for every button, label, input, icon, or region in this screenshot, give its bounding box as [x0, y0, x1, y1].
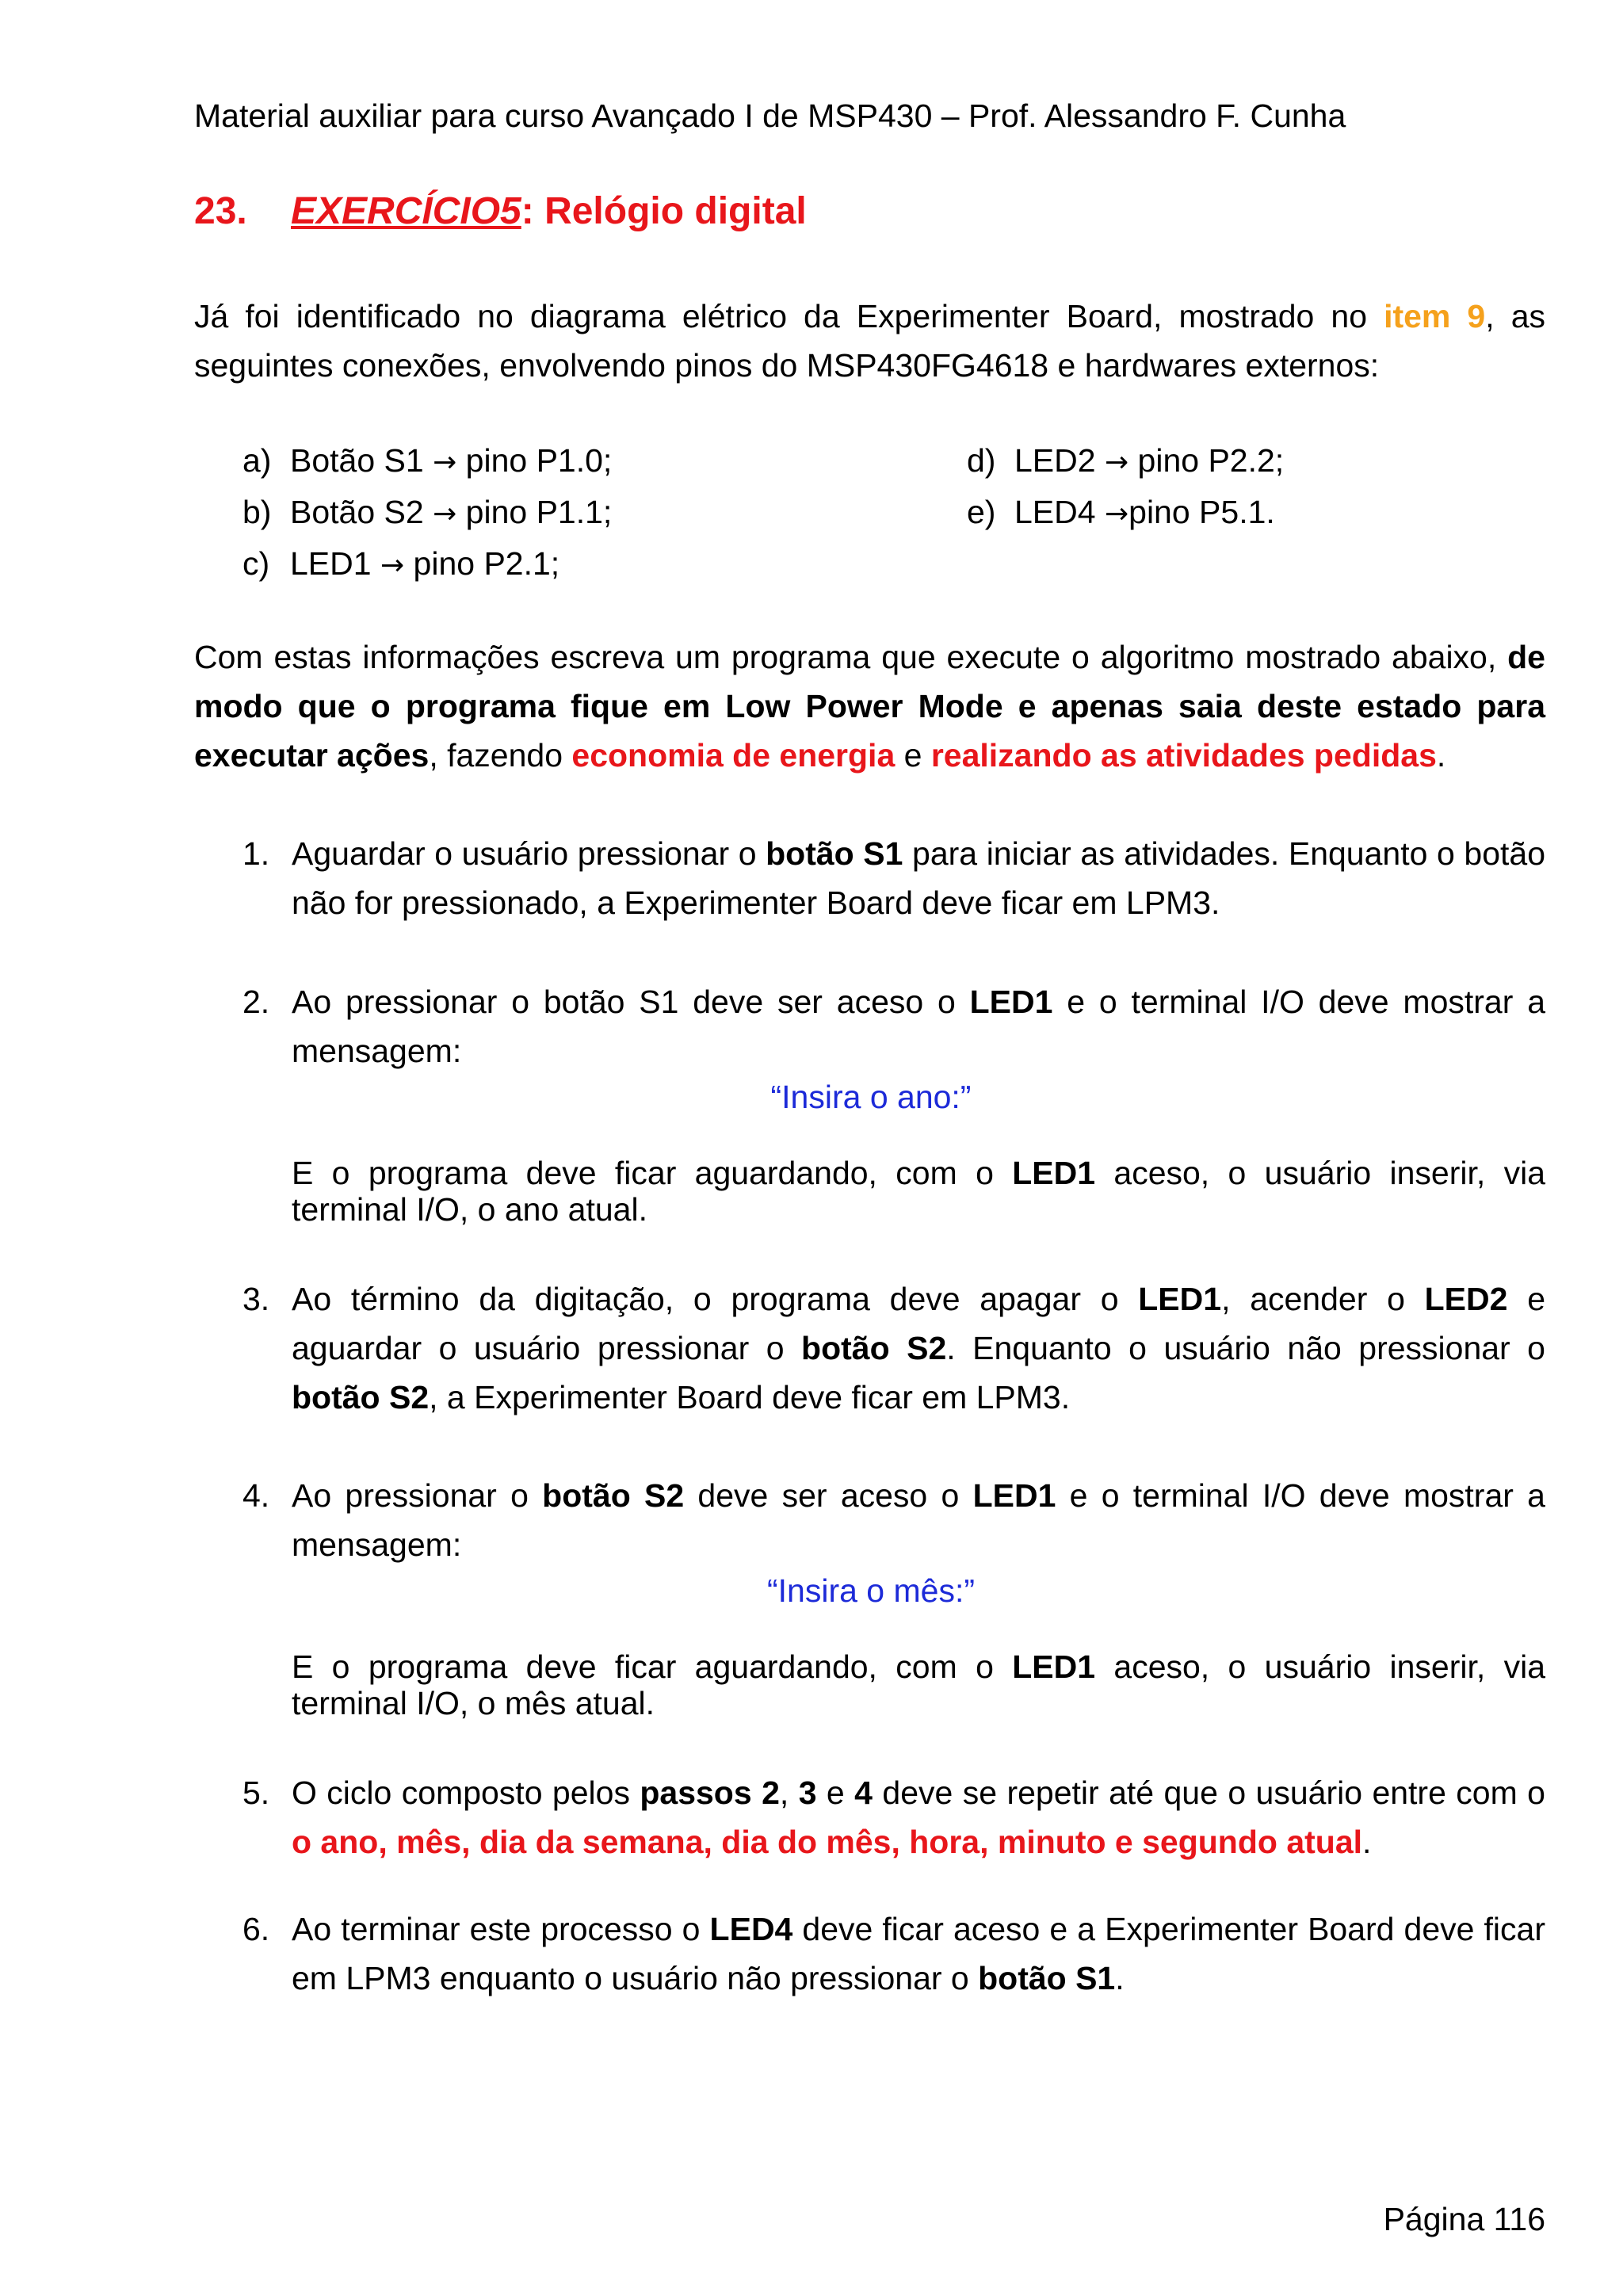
- step-bold: botão S2: [801, 1330, 947, 1366]
- step-text: [292, 977, 1545, 1075]
- instructions-text: , fazendo: [429, 737, 572, 774]
- step-bold: LED4: [709, 1911, 793, 1947]
- step-bold: botão S2: [542, 1477, 685, 1514]
- connection-label: d): [967, 442, 996, 479]
- step-bold: botão S1: [978, 1960, 1116, 1996]
- connections-left: [242, 436, 612, 590]
- instructions-highlight: realizando as atividades pedidas: [930, 737, 1437, 774]
- step-text-part: E o programa deve ficar aguardando, com o: [292, 1648, 1013, 1685]
- instructions-paragraph: [194, 632, 1545, 780]
- connection-label: a): [242, 442, 272, 479]
- step-6: [242, 1904, 1545, 2003]
- connection-device: Botão S2: [290, 494, 424, 530]
- instructions-text: Com estas informações escreva um programa que execute o algoritmo mostrado abaixo,: [194, 639, 1508, 675]
- connection-label: b): [242, 494, 272, 530]
- step-number: 6.: [242, 1911, 270, 1947]
- step-text-part: Ao terminar este processo o: [292, 1911, 710, 1947]
- step-text-part: .: [1115, 1960, 1125, 1996]
- connection-device: LED4: [1014, 494, 1096, 530]
- connection-device: LED1: [290, 545, 372, 582]
- section-title-exercise: EXERCÍCIO5: [291, 190, 521, 232]
- arrow-right-icon: →: [1104, 498, 1129, 530]
- step-text-part: , acender o: [1221, 1281, 1425, 1317]
- connection-item: [242, 539, 612, 590]
- item-reference: item 9: [1384, 298, 1486, 334]
- step-text-part: deve se repetir até que o usuário entre com o: [872, 1775, 1545, 1811]
- step-bold: LED1: [1138, 1281, 1222, 1317]
- intro-text-cont: , as seguintes conexões, envolvendo pinos do MSP430FG4618 e hardwares externos:: [194, 298, 1545, 384]
- step-text-part: e o terminal I/O deve mostrar a mensagem:: [292, 1477, 1545, 1563]
- step-text-part: aceso, o usuário inserir, via terminal I/O, o mês atual.: [292, 1648, 1545, 1721]
- step-bold: LED1: [972, 1477, 1056, 1514]
- step-number: 3.: [242, 1281, 270, 1317]
- instructions-text: e: [895, 737, 931, 774]
- step-number: 4.: [242, 1477, 270, 1514]
- step-text: [292, 1274, 1545, 1422]
- section-heading: [194, 188, 807, 235]
- connection-pin: pino P1.0;: [456, 442, 613, 479]
- connection-label: c): [242, 545, 270, 582]
- step-text-part: Ao término da digitação, o programa deve apagar o: [292, 1281, 1139, 1317]
- step-1: [242, 829, 1545, 927]
- section-number: 23.: [194, 190, 247, 232]
- intro-paragraph: [194, 292, 1545, 390]
- section-title-rest: : Relógio digital: [521, 190, 807, 232]
- step-text: [292, 829, 1545, 927]
- step-text-part: E o programa deve ficar aguardando, com o: [292, 1155, 1013, 1191]
- step-2: [242, 977, 1545, 1075]
- step-text-part: Ao pressionar o botão S1 deve ser aceso o: [292, 984, 970, 1020]
- connection-pin: pino P2.1;: [404, 545, 560, 582]
- step-text-part: e: [816, 1775, 855, 1811]
- step-text: [292, 1768, 1545, 1866]
- step-5: [242, 1768, 1545, 1866]
- step-text-part: O ciclo composto pelos: [292, 1775, 640, 1811]
- step-number: 5.: [242, 1775, 270, 1811]
- connection-label: e): [967, 494, 996, 530]
- step-text-part: . Enquanto o usuário não pressionar o: [946, 1330, 1545, 1366]
- instructions-text: .: [1436, 737, 1446, 774]
- intro-text: Já foi identificado no diagrama elétrico da Experimenter Board, mostrado no: [194, 298, 1384, 334]
- arrow-right-icon: →: [1104, 446, 1129, 479]
- step-bold: 4: [854, 1775, 873, 1811]
- step-2-detail: [292, 1155, 1545, 1228]
- step-text-part: e aguardar o usuário pressionar o: [292, 1281, 1545, 1366]
- step-text-part: ,: [779, 1775, 799, 1811]
- page-number: Página 116: [1383, 2201, 1545, 2237]
- step-text-part: .: [1362, 1824, 1372, 1860]
- step-text-part: Aguardar o usuário pressionar o: [292, 835, 766, 872]
- connection-item: [242, 487, 612, 539]
- instructions-highlight: economia de energia: [571, 737, 896, 774]
- prompt-message-month: “Insira o mês:”: [767, 1572, 975, 1609]
- arrow-right-icon: →: [380, 549, 405, 582]
- connection-pin: pino P5.1.: [1128, 494, 1275, 530]
- step-text-part: aceso, o usuário inserir, via terminal I/O, o ano atual.: [292, 1155, 1545, 1228]
- connection-pin: pino P1.1;: [456, 494, 613, 530]
- connection-item: [967, 436, 1284, 487]
- step-4: [242, 1471, 1545, 1569]
- step-text: [292, 1471, 1545, 1569]
- instructions-bold: de modo que o programa fique em Low Power Mode e apenas saia deste estado para executar ações: [194, 639, 1545, 774]
- step-text: [292, 1904, 1545, 2003]
- step-number: 1.: [242, 835, 270, 872]
- step-bold: LED1: [969, 984, 1053, 1020]
- connection-item: [967, 487, 1284, 539]
- step-3: [242, 1274, 1545, 1422]
- arrow-right-icon: →: [433, 498, 457, 530]
- step-number: 2.: [242, 984, 270, 1020]
- connection-device: LED2: [1014, 442, 1096, 479]
- step-4-detail: [292, 1648, 1545, 1721]
- step-highlight: o ano, mês, dia da semana, dia do mês, hora, minuto e segundo atual: [292, 1824, 1363, 1860]
- step-bold: botão S2: [292, 1379, 430, 1415]
- step-bold: passos 2: [640, 1775, 780, 1811]
- page-header: Material auxiliar para curso Avançado I de MSP430 – Prof. Alessandro F. Cunha: [194, 97, 1346, 134]
- arrow-right-icon: →: [433, 446, 457, 479]
- step-bold: LED2: [1424, 1281, 1508, 1317]
- step-bold: LED1: [1012, 1155, 1096, 1191]
- step-text-part: deve ser aceso o: [684, 1477, 973, 1514]
- step-bold: LED1: [1012, 1648, 1096, 1685]
- step-text-part: Ao pressionar o: [292, 1477, 543, 1514]
- connections-right: [967, 436, 1284, 539]
- step-bold: 3: [798, 1775, 817, 1811]
- step-text-part: para iniciar as atividades. Enquanto o botão não for pressionado, a Experimenter Board deve ficar em LPM3.: [292, 835, 1545, 921]
- step-text-part: , a Experimenter Board deve ficar em LPM3.: [429, 1379, 1071, 1415]
- step-text-part: e o terminal I/O deve mostrar a mensagem:: [292, 984, 1545, 1069]
- step-text-part: deve ficar aceso e a Experimenter Board deve ficar em LPM3 enquanto o usuário não pressionar o: [292, 1911, 1545, 1996]
- connection-device: Botão S1: [290, 442, 424, 479]
- connection-item: [242, 436, 612, 487]
- connection-pin: pino P2.2;: [1128, 442, 1285, 479]
- prompt-message-year: “Insira o ano:”: [770, 1079, 972, 1115]
- step-bold: botão S1: [766, 835, 903, 872]
